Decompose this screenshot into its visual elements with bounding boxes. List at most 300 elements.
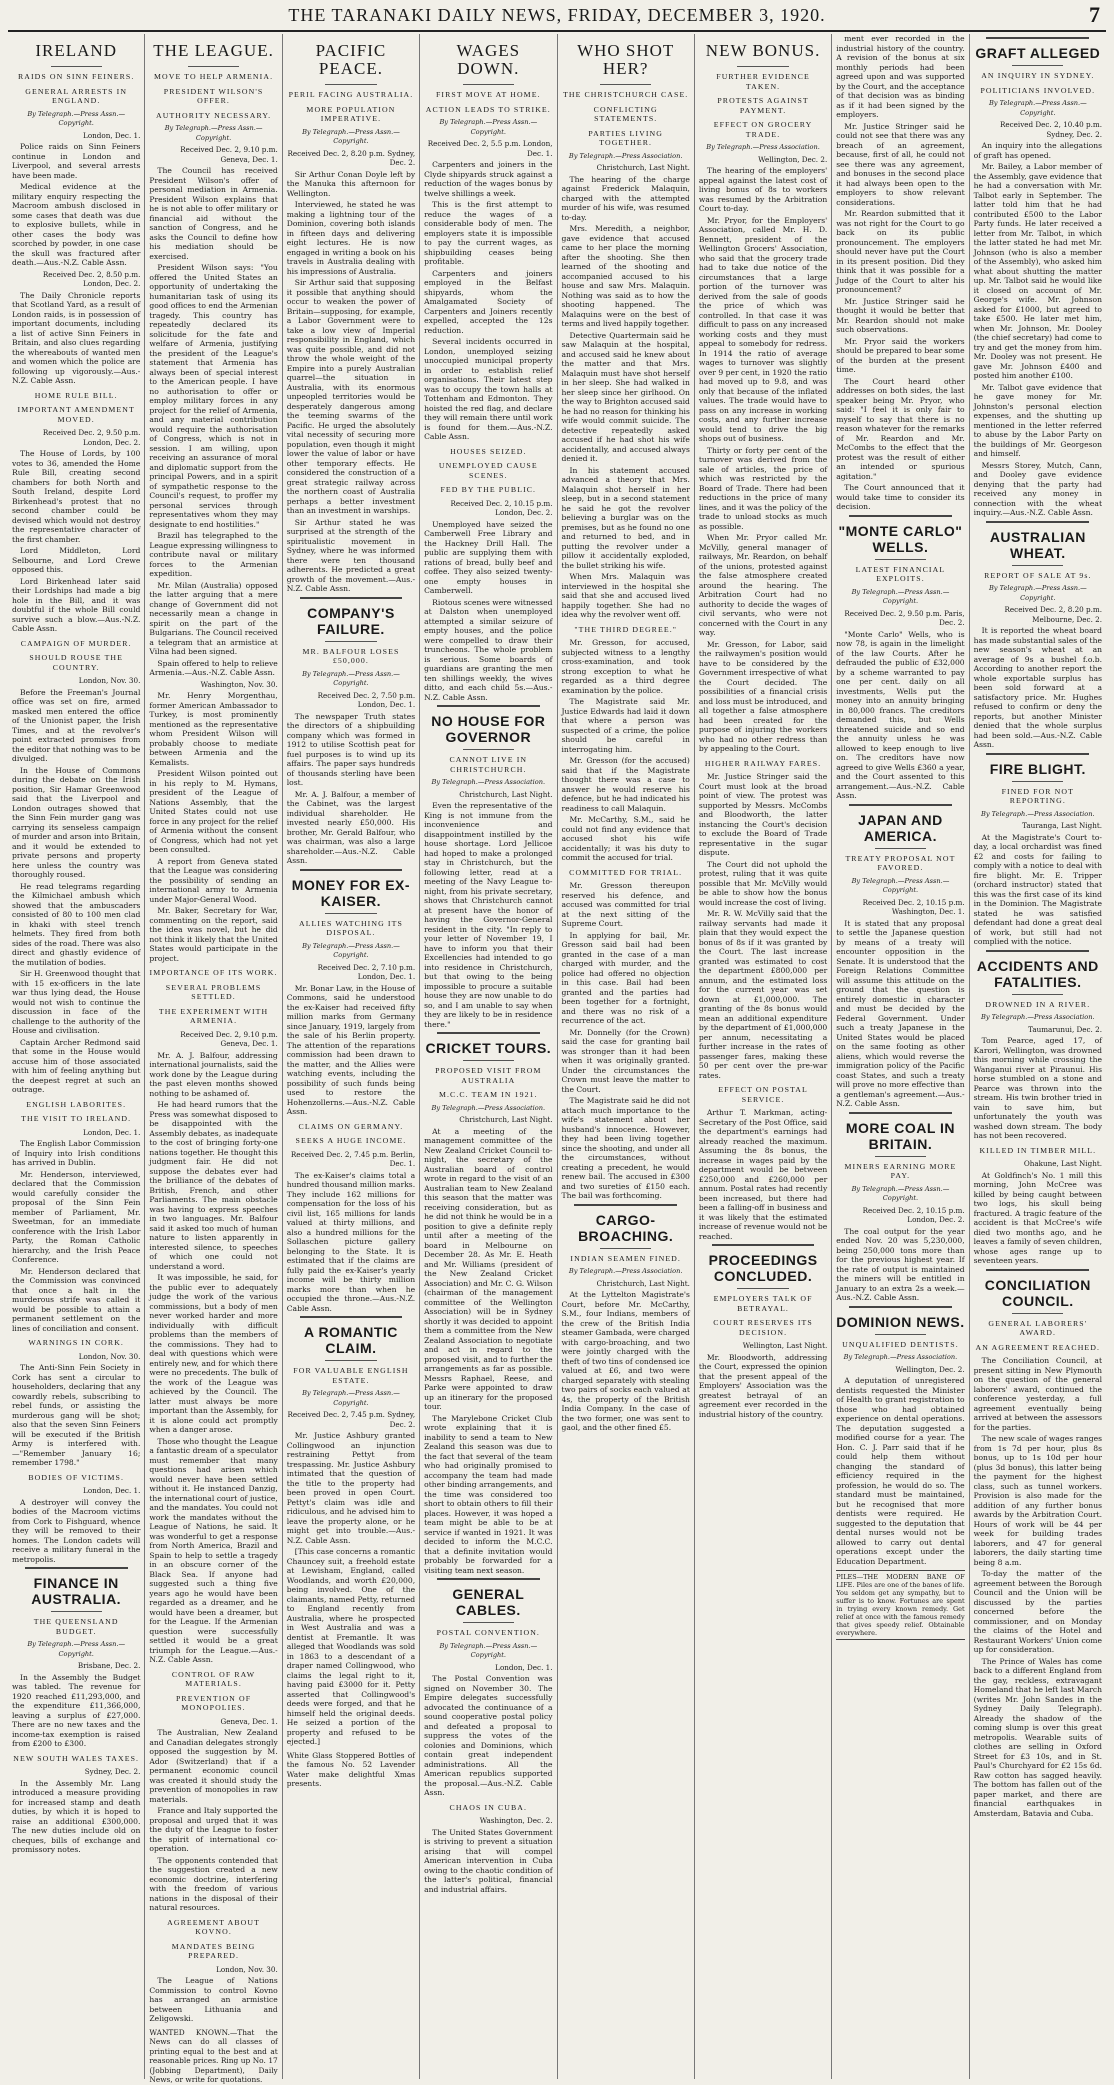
paragraph: The Magistrate said Mr. Justice Edwards had laid it down that where a person was suspected of a crime, the police should be careful in interrogating him. <box>561 697 690 754</box>
section-divider <box>437 1578 540 1580</box>
headline-rule <box>875 848 926 849</box>
section-divider <box>849 804 952 806</box>
dateline: Received Dec. 2, 7.45 p.m. Berlin, Dec. 1. <box>290 1149 416 1168</box>
subheading: AUTHORITY NECESSARY. <box>155 110 272 120</box>
paragraph: A deputation of unregistered dentists requested the Minister of Health to grant registration to those who had obtained experience on dental operations. The deputation suggested a modified course for a year. The Hon. C. J. Parr said that if he could help them without changing the standard of efficiency required in the profession, he would do so. The standard must be maintained, but he recognised that more dentists were required. He suggested to the deputation that dental nurses would not be allowed to carry out dental operations except under the Education Department. <box>836 1376 965 1566</box>
section-divider <box>300 597 403 599</box>
subheading: SEEKS A HUGE INCOME. <box>295 1136 407 1145</box>
wire-byline: By Telegraph.—Press Assn.—Copyright. <box>988 99 1087 117</box>
paragraph: The hearing of the employers' appeal against the latest cost of living bonus of 8s to workers was resumed by the Arbitration Court to-day. <box>698 166 828 213</box>
headline-rule <box>1012 565 1063 566</box>
wire-byline: By Telegraph.—Press Association. <box>843 1353 958 1361</box>
subheading: UNEMPLOYED CAUSE SCENES. <box>438 461 538 480</box>
section-headline: PACIFIC PEACE. <box>315 41 387 78</box>
dateline: Received Dec. 2, 10.15 p.m. London, Dec. 2. <box>862 1205 965 1224</box>
headline-rule <box>325 1360 376 1361</box>
masthead <box>8 0 1106 32</box>
section-divider <box>25 1567 128 1569</box>
paragraph: A destroyer will convey the bodies of the Macroom victims from Cork to Fishguard, whence they will be removed to their homes. The London cadets will receive a military funeral in the metropolis. <box>12 1497 141 1564</box>
headline-rule <box>463 749 514 750</box>
subheading: REPORT OF SALE AT 9s. <box>984 570 1092 580</box>
paragraph: Unemployed have seized the Camberwell Free Library and the Hackney Drill Hall. The public are supplying them with rations of bread, bully beef and coffee. They also seized twenty-one empty houses in Camberwell. <box>424 519 553 595</box>
dateline: Received Dec. 2, 10.40 p.m. Sydney, Dec. 2. <box>999 120 1102 139</box>
paragraph: Mr. Justice Stringer said the Court must look at the broad point of view. The protest was supported by Messrs. McCombs and Bloodworth, the latter instancing the Court's decision to exclude the Board of Trade representative in the sugar dispute. <box>698 772 828 857</box>
section-divider <box>300 869 403 871</box>
subheading: EMPLOYERS TALK OF BETRAYAL. <box>713 1294 813 1313</box>
dateline: Received Dec. 2, 7.50 p.m. London, Dec. 1. <box>317 690 416 709</box>
paragraph: Mr. Henderson, interviewed, declared that the Commission would carefully consider the proposal of the Sinn Fein member of Parliament, Mr. Sweetman, for an immediate conference with the Irish Labor Party, the Roman Catholic hierarchy, and the Irish Peace Conference. <box>12 1169 141 1264</box>
subheading: COMMITTED FOR TRIAL. <box>569 867 683 877</box>
story-headline: JAPAN AND AMERICA. <box>858 811 943 844</box>
section-headline: NEW BONUS. <box>705 41 821 60</box>
story-headline: PROCEEDINGS CONCLUDED. <box>708 1252 818 1284</box>
column-1 <box>8 34 145 2079</box>
classified-ad: White Glass Stoppered Bottles of the famous No. 52 Lavender Water make delightful Xmas presents. <box>286 1750 416 1788</box>
paragraph: At a meeting of the management committee of the New Zealand Cricket Council to-night, the secretary of the Australian board of control wrote in regard to the visit of an Australian team to New Zealand this season that the matter was receiving consideration, but as he did not think he would be in a position to give a definite reply until after a meeting of the board in Melbourne on December 28. As Mr. E. Heath and Mr. Williams (president of the New Zealand Cricket Association) and Mr. C. G. Wilson (chairman of the management committee of the Wellington Association) will be in Sydney shortly it was decided to appoint them a committee from the New Zealand Association to negotiate and act in regard to the proposed visit, and to further the arrangements as far as possible. Messrs Raphael, Reese, and Parke were appointed to draw up an itinerary for the proposed tour. <box>424 1126 553 1411</box>
paragraph: The hearing of the charge against Frederick Malaquin, charged with the attempted murder of his wife, was resumed to-day. <box>561 174 690 222</box>
subheading: THE VISIT TO IRELAND. <box>21 1114 132 1123</box>
paragraph: The ex-Kaiser's claims total a hundred thousand million marks. They include 162 millions for compensation for the loss of his civil list, 165 millions for lands valued at thirty millions, and also a hundred millions for the Sollaschen picture gallery belonging to the State. It is estimated that if the claims are fully paid the ex-Kaiser's yearly income will be thirty million marks more than when he occupied the throne.—Aus.-N.Z. Cable Assn. <box>286 1170 416 1313</box>
subheading: FED BY THE PUBLIC. <box>440 485 537 494</box>
section-headline: THE LEAGUE. <box>153 41 274 60</box>
paragraph: President Wilson says: "You offered the United States an opportunity of undertaking the humanitarian task of using its good offices to end the Armenian tragedy. This country has repeatedly declared its solicitude for the fate and welfare of Armenia, justifying the president of the League's statement that Armenia has always been of special interest to the American people. I have no authorisation to offer or employ military forces in any project for the relief of Armenia, and any material contribution would require the authorisation of Congress, which is not in session. I am willing, upon receiving an assurance of moral and diplomatic support from the principal Powers, and in a spirit of sympathetic response to the Council's request, to proffer my personal services through representatives whom they may designate to end hostilities." <box>149 263 278 529</box>
dateline: Washington, Dec. 2. <box>479 1816 553 1825</box>
dateline: Wellington, Dec. 2. <box>895 1364 965 1374</box>
paragraph: He read telegrams regarding the Kilmichael ambush which showed that the ambuscaders consisted of 80 to 100 men clad in khaki with steel trench helmets. They fired from both sides of the road. There was also direct and ghastly evidence of the mutilation of bodies. <box>12 881 141 967</box>
wire-byline: By Telegraph.—Press Assn.—Copyright. <box>851 587 950 605</box>
wire-byline: By Telegraph.—Press Assn.—Copyright. <box>439 118 538 136</box>
headline-rule <box>325 84 376 85</box>
column-4 <box>420 34 557 2079</box>
paragraph: Mr. R. W. McVilly said that the railway servants had made it plain that they would expect the bonus of 8s if it was granted by the Court. The last increase granted was estimated to cost the department £800,000 per annum, and the estimated loss for the current year was set down at £1,000,000. The granting of the 8s bonus would mean an additional expenditure by the department of £1,000,000 per annum, necessitating a further increase in the rates of passenger fares, making these 50 per cent over the pre-war rates. <box>698 909 828 1080</box>
section-divider <box>437 1032 540 1034</box>
dateline: Geneva, Dec. 1. <box>220 1716 278 1726</box>
wire-byline: By Telegraph.—Press Association. <box>568 1267 683 1275</box>
dateline: Received Dec. 2, 9.10 p.m. Geneva, Dec. 1. <box>180 145 278 164</box>
subheading: CONTROL OF RAW MATERIALS. <box>171 1669 256 1688</box>
paragraph: President Wilson pointed out in his reply to M. Hymans, president of the League of Nations Assembly, that the United States could not use force in any project for the relief of Armenia without the consent of Congress, which had not yet been consulted. <box>149 769 278 854</box>
wire-byline: By Telegraph.—Press Association. <box>706 143 820 151</box>
section-divider <box>986 950 1089 952</box>
subheading: GENERAL LABORERS' AWARD. <box>988 1318 1088 1337</box>
paragraph: The Prince of Wales has come back to a different England from the gay, reckless, extravagant Homeland that he left last March (writes Mr. John Sandes in the Sydney Daily Telegraph). Already the shadow of the coming slump is over this great metropolis. Wearable suits of clothes are selling in Oxford Street for £3 10s, and in St. Paul's Churchyard for £2 15s 6d. Raw cotton has sagged heavily. The bottom has fallen out of the paper market, and there are financial earthquakes in Amsterdam, Batavia and Cuba. <box>973 1656 1102 1818</box>
subheading: UNQUALIFIED DENTISTS. <box>842 1339 959 1349</box>
column-6 <box>695 34 832 2079</box>
news-columns <box>8 34 1106 2084</box>
dateline: Taumarunui, Dec. 2. <box>1028 1024 1102 1034</box>
paragraph: In his statement accused advanced a theory that Mrs. Malaquin shot herself in her sleep, but in a second statement he said he got the revolver believing a burglar was on the premises, but as he found no one and returned to bed, and in putting the revolver under a pillow it accidentally exploded, the bullet striking his wife. <box>561 465 690 570</box>
page-number: 7 <box>1089 2 1100 27</box>
newspaper-title: THE TARANAKI DAILY NEWS, FRIDAY, DECEMBER 3, 1920. <box>288 5 826 25</box>
subheading: AN AGREEMENT REACHED. <box>975 1342 1101 1352</box>
paragraph: Lord Birkenhead later said their Lordships had made a big hole in the Bill, and it was doubtful if the whole Bill could survive such a blow.—Aus.-N.Z. Cable Assn. <box>12 576 141 633</box>
story-headline: CARGO-BROACHING. <box>578 1211 674 1244</box>
dateline: Christchurch, Last Night. <box>459 789 553 799</box>
paragraph: Mr. Talbot gave evidence that he gave money for Mr. Johnston's personal election expenses, and the shutting up mentioned in the letter referred to abuse by the Labor Party on the buildings of Mr. Georgeson and himself. <box>973 382 1102 458</box>
subheading: PARTIES LIVING TOGETHER. <box>588 128 663 147</box>
subheading: EFFECT ON POSTAL SERVICE. <box>718 1085 808 1104</box>
paragraph: The newspaper Truth states the directors of a shipbuilding company which was formed in 1912 to utilise Scottish peat for fuel purposes is to wind up its affairs. The paper says hundreds of thousands sterling have been lost. <box>286 711 416 787</box>
section-headline: WAGES DOWN. <box>456 41 521 78</box>
subheading: ENGLISH LABORITES. <box>26 1099 127 1109</box>
subheading: MOVE TO HELP ARMENIA. <box>154 72 274 81</box>
paragraph: Several incidents occurred in London, unemployed seizing unoccupied municipal property in order to establish relief organisations. Their latest step was to occupy the town halls at Tottenham and Edmonton. They hoisted the red flag, and declare they will remain there until work is found for them.—Aus.-N.Z. Cable Assn. <box>424 337 553 441</box>
dateline: Received Dec. 2, 9.50 p.m. Paris, Dec. 2. <box>844 608 965 627</box>
subheading: POSTAL CONVENTION. <box>436 1628 540 1637</box>
headline-rule <box>737 66 788 67</box>
section-divider <box>986 37 1089 39</box>
paragraph: The Australian, New Zealand and Canadian delegates strongly opposed the suggestion by M. Ador (Switzerland) that if a permanent economic council was created it should study the prevention of monopolies in raw materials. <box>149 1728 278 1804</box>
dateline: Received Dec. 2, 10.15 p.m. Washington, Dec. 1. <box>862 897 965 916</box>
subheading: FINED FOR NOT REPORTING. <box>1001 786 1074 805</box>
subheading: EFFECT ON GROCERY TRADE. <box>713 120 813 139</box>
subheading: SEVERAL PROBLEMS SETTLED. <box>165 982 262 1001</box>
paragraph: At the Magistrate's Court to-day, a local orchardist was fined £2 and costs for failing to comply with a notice to deal with fire blight. Mr. E. Tripper (orchard instructor) stated that this was the first case of its kind in the Dominion. The Magistrate stated he was satisfied defendant had done a great deal of work, but still had not complied with the notice. <box>973 832 1102 946</box>
paragraph: When Mrs. Malaquin was interviewed in the hospital she said that she and accused lived happily together. She had no idea why the revolver went off. <box>561 572 690 619</box>
section-divider <box>849 1112 952 1114</box>
paragraph: Medical evidence at the military enquiry respecting the Macroom ambush disclosed in some cases that death was due to explosive bullets, while in other cases the body was scorched by powder, in one case the skull was fractured after death.—Aus.-N.Z. Cable Assn. <box>12 182 141 267</box>
dateline: London, Nov. 30. <box>78 1351 141 1361</box>
paragraph: Lord Middleton, Lord Selbourne, and Lord Crewe opposed this. <box>12 546 141 574</box>
paragraph: He had heard rumors that the Press was somewhat disposed to be disappointed with the Assembly debates, as inadequate to the cost of bringing forty-one nations together. He thought this judgment fair. He did not suppose the debates ever had the brilliance of the debates of British, French, and other Parliaments. The main obstacle was having to express speeches in two languages. Mr. Balfour said it asked too much of human nature to listen apparently in interested silence, to speeches of which one could not understand a word. <box>149 1100 278 1271</box>
subheading: DROWNED IN A RIVER. <box>985 999 1091 1009</box>
headline-rule <box>325 641 376 642</box>
subheading: IMPORTANCE OF ITS WORK. <box>149 968 278 977</box>
section-divider <box>300 1316 403 1318</box>
paragraph: Police raids on Sinn Feiners continue in London and Liverpool, and several arrests have been made. <box>12 142 141 180</box>
paragraph: France and Italy supported the proposal and urged that it was the duty of the League to foster the spirit of international co-operation. <box>149 1806 278 1853</box>
paragraph: Those who thought the League a fantastic dream of a speculator must remember that many questions had arisen which would never have been settled without it. He instanced Danzig, the international court of justice, and the mandates. You could not work the mandates without the League of Nations, he said. It was wonderful to get a response from North America, Brazil and Spain to help to settle a tragedy in an obscure corner of the Black Sea. If anyone had suggested such a thing five years ago he would have been regarded as a dreamer, and he would have been a dreamer, but for the League. If the Armenian question were successfully settled it would be a great triumph for the League.—Aus.-N.Z. Cable Assn. <box>149 1436 278 1664</box>
dateline: Received Dec. 2, 9.50 p.m. London, Dec. 2. <box>42 428 141 447</box>
paragraph: The coal output for the year ended Nov. 20 was 5,230,000, being 250,000 tons more than for the previous highest year. If the rate of output is maintained the miners will be entitled in January to an extra 2s a week.—Aus.-N.Z. Cable Assn. <box>836 1226 965 1302</box>
dateline: Brisbane, Dec. 2. <box>77 1661 141 1670</box>
paragraph: The League of Nations Commission to control Kovno has arranged an armistice between Lithuania and Zeligowski. <box>149 1976 278 2023</box>
subheading: FOR VALUABLE ENGLISH ESTATE. <box>293 1366 409 1385</box>
paragraph: Mr. Bailey, a Labor member of the Assembly, gave evidence that he had a conversation with Mr. Talbot early in September. The latter told him that he had contributed £500 to the Labor Party funds. He later received a letter from Mr. Talbot, in which the latter stated he had met Mr. Johnson (who is also a member of the Assembly), who asked him what about shutting the matter up. Mr. Talbot said he would like it closed on account of Mr. George's wife. Mr. Johnson asked for £1000, but agreed to take £500. He later met him, when Mr. Johnson, Mr. Dooley (the chief secretary) had come to try and get the money from him. Mr. Dooley was not present. He gave Mr. Johnson £400 and posted him another £100. <box>973 162 1102 380</box>
dateline: Sydney, Dec. 2. <box>84 1767 141 1776</box>
section-divider <box>986 753 1089 755</box>
story-headline: FINANCE IN AUSTRALIA. <box>31 1575 122 1607</box>
dateline: Received Dec. 2, 9.10 p.m. Geneva, Dec. 1. <box>180 1029 278 1048</box>
subheading: PROTESTS AGAINST PAYMENT. <box>717 96 809 115</box>
column-7 <box>832 34 969 2079</box>
dateline: Christchurch, Last Night. <box>459 1115 553 1124</box>
story-headline: NO HOUSE FOR GOVERNOR <box>431 713 546 745</box>
paragraph: In applying for bail, Mr. Gresson said bail had been granted in the case of a man charged with murder, and the police had offered no objection in this case. Bail had been granted and the parties had been together for a fortnight, and there was no risk of a recurrence of the act. <box>561 930 690 1025</box>
paragraph: Mr. Gresson thereupon reserved his defence, and accused was committed for trial at the next sitting of the Supreme Court. <box>561 881 690 928</box>
headline-rule <box>51 1611 102 1612</box>
subheading: ALLIES WATCHING ITS DISPOSAL. <box>298 918 403 937</box>
subheading: KILLED IN TIMBER MILL. <box>979 1145 1097 1155</box>
section-divider <box>849 1306 952 1308</box>
paragraph: The Conciliation Council, at present sitting in New Plymouth on the question of the general laborers' award, continued the conference yesterday, a full agreement eventually being arrived at between the assessors for the parties. <box>973 1356 1102 1432</box>
wire-byline: By Telegraph.—Press Association. <box>431 1103 546 1112</box>
paragraph: It is stated that any proposal to settle the Japanese question by means of a treaty will encounter opposition in the Senate. It is understood that the Foreign Relations Committee will assume this attitude on the ground that the question is entirely domestic in character and must be decided by the Federal Government. Under such a treaty Japanese in the United States would be placed on the same footing as other aliens, which would reverse the immigration policy of the Pacific coast States, and such a treaty will prove no more effective than a gentleman's agreement.—Aus.-N.Z. Cable Assn. <box>836 918 965 1108</box>
story-headline: COMPANY'S FAILURE. <box>307 604 395 637</box>
paragraph: Mr. Reardon submitted that it was not right for the Court to go back on its public pronouncement. The employers should never have put the Court in its present position. Did they think that it was possible for a Judge of the Court to alter his pronouncement? <box>836 209 965 294</box>
paragraph: Sir Arthur said that supposing it possible that anything should occur to weaken the power of Britain—supposing, for example, a Labor Government were to take a low view of Imperial responsibility in England, which was quite possible, and did not throw the whole weight of the Empire into a purely Australian quarrel—the situation in Australia, with its enormous unpeopled territories would be desperately dangerous among the teeming swarms of the Pacific. He urged the absolutely vital necessity of securing more population, even though it might lower the value of labor or have other temporary effects. He considered the construction of a great strategic railway across the northern coast of Australia perhaps a better investment than an investment in warships. <box>286 278 416 515</box>
subheading: PREVENTION OF MONOPOLIES. <box>175 1693 252 1712</box>
headline-rule <box>1012 781 1063 782</box>
subheading: GENERAL ARRESTS IN ENGLAND. <box>25 86 128 105</box>
paragraph: At Goldfinch's No. 1 mill this morning, John McCree was killed by being caught between two logs, his skull being fractured. A tragic feature of the accident is that McCree's wife died two months ago, and he leaves a family of seven children, whose ages range up to seventeen years. <box>973 1170 1102 1265</box>
paragraph: Mr. Bloodworth, addressing the Court, expressed the opinion that the present appeal of the Employers' Association was the greatest betrayal of an agreement ever recorded in the industrial history of the country. <box>698 1352 828 1419</box>
subheading: RAIDS ON SINN FEINERS. <box>17 72 135 81</box>
story-headline: AUSTRALIAN WHEAT. <box>989 528 1086 561</box>
paragraph: The Court did not uphold the protest, ruling that it was quite possible that Mr. McVilly would be able to show how the bonus would increase the cost of living. <box>698 859 828 907</box>
paragraph: The United States Government is striving to prevent a situation arising that will compel American intervention in Cuba owing to the chaotic condition of the latter's political, financial and industrial affairs. <box>424 1827 553 1894</box>
wire-byline: By Telegraph.—Press Association. <box>568 151 683 160</box>
dateline: Ohakune, Last Night. <box>1023 1159 1102 1168</box>
dateline: Tauranga, Last Night. <box>1022 821 1102 830</box>
dateline: Received Dec. 2, 5.5 p.m. London, Dec. 1. <box>427 139 553 158</box>
subheading: WARNINGS IN CORK. <box>28 1338 124 1347</box>
story-headline: ACCIDENTS AND FATALITIES. <box>976 957 1099 990</box>
paragraph: The opponents contended that the suggestion created a new economic doctrine, interfering with the freedom of various nations in the disposal of their natural resources. <box>149 1855 278 1912</box>
headline-rule <box>875 559 926 560</box>
paragraph: Mr. Gresson, for Labor, said the railwaymen's position would have to be considered by the Government irrespective of what the Court decided. The possibilities of a financial crisis and loss must be introduced, and all together a false atmosphere had been created for the purpose of injuring the workers who had no other redress than by appealing to the Court. <box>698 639 828 753</box>
dateline: Wellington, Last Night. <box>742 1341 828 1350</box>
wire-byline: By Telegraph.—Press Association. <box>981 1013 1095 1021</box>
subheading: MANDATES BEING PREPARED. <box>171 1941 256 1960</box>
paragraph: Mr. Baker, Secretary for War, commenting on the report, said the idea was novel, but he did not think it likely that the United States would participate in the project. <box>149 906 278 963</box>
paragraph: The English Labor Commission of Inquiry into Irish conditions has arrived in Dublin. <box>12 1139 141 1167</box>
section-headline: WHO SHOT HER? <box>577 41 675 78</box>
paragraph: Spain offered to help to relieve Armenia.—Aus.-N.Z. Cable Assn. <box>149 658 278 677</box>
column-5 <box>558 34 695 2079</box>
subheading: CONFLICTING STATEMENTS. <box>593 104 658 123</box>
subheading: AN INQUIRY IN SYDNEY. <box>981 71 1095 80</box>
wire-byline: By Telegraph.—Press Assn.—Copyright. <box>302 669 400 687</box>
column-2 <box>145 34 282 2084</box>
dateline: Received Dec. 2, 10.15 p.m. London, Dec. 2. <box>450 498 553 517</box>
section-divider <box>712 1244 815 1246</box>
paragraph: The House of Lords, by 100 votes to 36, amended the Home Rule Bill, creating second chambers for both North and South Ireland, despite Lord Birkenhead's protest that no second chamber could be devised which would not destroy the representative character of the first chamber. <box>12 449 141 544</box>
paragraph: At the Lyttelton Magistrate's Court, before Mr. McCarthy, S.M., four Indians, members of the crew of the British India steamer Gambada, were charged with cargo-broaching, and two were jointly charged with the theft of two tins of condensed ice valued at £6, and two were charged separately with stealing two pairs of socks each valued at 4s, the property of the British India Company. In the case of the two former, one was sent to gaol, and the other fined £5. <box>561 1290 690 1432</box>
paragraph: An inquiry into the allegations of graft has opened. <box>973 141 1102 160</box>
paragraph: Mr. Justice Ashbury granted Collingwood an injunction restraining Pettyt from trespassing. Mr. Justice Ashbury intimated that the question of the title to the property had been proved in open Court. Pettyt's claim was idle and ridiculous, and he advised him to leave the property alone, or he might get into trouble.—Aus.-N.Z. Cable Assn. <box>286 1431 416 1545</box>
story-headline: GRAFT ALLEGED <box>975 45 1101 61</box>
wire-byline: By Telegraph.—Press Assn.—Copyright. <box>988 584 1087 602</box>
subheading: LATEST FINANCIAL EXPLOITS. <box>855 564 946 583</box>
paragraph: A report from Geneva stated that the League was considering the possibility of sending an international army to Armenia under Major-General Wood. <box>149 856 278 904</box>
paragraph: This is the first attempt to reduce the wages of a considerable body of men. The employers state it is impossible to pay the current wages, as shipbuilding ceases being profitable. <box>424 200 553 266</box>
paragraph: The Magistrate said he did not attach much importance to the wife's statement about her husband's innocence. However, they had been living together since the shooting, and under all the circumstances, without creating a precedent, he would renew bail. The accused in £300 and two sureties of £150 each. The bail was forthcoming. <box>561 1096 690 1200</box>
paragraph: Captain Archer Redmond said that some in the House would accuse him of those associated with him of feeling anything but the deepest regret at such an outrage. <box>12 1037 141 1094</box>
paragraph: Mr. Gresson (for the accused) said that if the Magistrate thought there was a case to answer he would reserve his defence, but he had indicated his readiness to call Malaquin. <box>561 756 690 813</box>
dateline: Washington, Nov. 30. <box>200 679 278 689</box>
paragraph: In the House of Commons during the debate on the Irish position, Sir Hamar Greenwood said that the Liverpool and London outrages showed that the Sinn Fein murder gang was carrying its senseless campaign of murder and arson into Britain, and it would be extended to private persons and property here unless the country was thoroughly roused. <box>12 765 141 879</box>
paragraph: Before the Freeman's Journal office was set on fire, armed masked men entered the office of the Unionist paper, the Irish Times, and at the revolver's point extracted promises from the editor that nothing was to be divulged. <box>12 687 141 763</box>
wire-byline: By Telegraph.—Press Association. <box>431 778 546 786</box>
paragraph: When Mr. Pryor called Mr. McVilly, general manager of railways, Mr. Reardon, on behalf of the unions, protested against the false atmosphere created around the hearing. The Arbitration Court had no authority to decide the wages of civil servants, who were not concerned with the Court in any way. <box>698 533 828 637</box>
paragraph: Arthur T. Markman, acting-Secretary of the Post Office, said the department's earnings had already reached the maximum. Assuming the 8s bonus, the increase in wages paid by the department would be between £250,000 and £260,000 per annum. Postal rates had recently been increased, but there had been a falling-off in business and it was likely that the estimated increase of revenue would not be reached. <box>698 1108 828 1241</box>
story-headline: FIRE BLIGHT. <box>989 760 1086 777</box>
subheading: HOME RULE BILL. <box>34 390 118 400</box>
advertisement: PILES—THE MODERN BANE OF LIFE. Piles are one of the banes of life. You seldom get any sympathy, but to suffer is to know. Fortunes are spent in trying every known remedy. Get relief at once with the famous remedy that gives speedy relief. Obtainable everywhere. <box>836 1570 964 1640</box>
paragraph: Sir Arthur Conan Doyle left by the Manuka this afternoon for Wellington. <box>286 169 416 198</box>
headline-rule <box>463 1622 514 1623</box>
paragraph: Mr. Donnelly (for the Crown) said the case for granting bail was stronger than it had been when it was originally granted. Under the circumstances the Crown must leave the matter to the Court. <box>561 1027 690 1094</box>
headline-rule <box>463 84 514 85</box>
paragraph: Thirty or forty per cent of the turnover was derived from the sale of articles, the price of which was restricted by the Board of Trade. There had been reductions in the price of many lines, and it was the policy of the trade to unload stocks as much as possible. <box>698 445 828 531</box>
paragraph: The Court heard other addresses on both sides, the last speaker being Mr. Pryor, who said: "I feel it is only fair to myself to say that there is no reason whatever for the remarks of Mr. Reardon and Mr. McCombs to the effect that the protest was the result of either an intended or spurious agitation." <box>836 376 965 481</box>
paragraph: Sir Arthur stated he was surprised at the strength of the spiritualistic movement in Sydney, where he was informed there were ten thousand adherents. He predicted a great growth of the movement.—Aus.-N.Z. Cable Assn. <box>286 517 416 593</box>
headline-rule <box>325 913 376 914</box>
headline-rule <box>1012 1313 1063 1314</box>
wire-byline: By Telegraph.—Press Assn.—Copyright. <box>164 124 263 142</box>
story-headline: DOMINION NEWS. <box>836 1313 965 1330</box>
story-headline: GENERAL CABLES. <box>452 1586 525 1618</box>
wire-byline: By Telegraph.—Press Assn.—Copyright. <box>27 109 126 127</box>
paragraph: The Daily Chronicle reports that Scotland Yard, as a result of London raids, is in possession of important documents, including a list of active Sinn Feiners in Britain, and also clues regarding the whereabouts of wanted men and women which the police are following up vigorously.—Aus.-N.Z. Cable Assn. <box>12 290 141 385</box>
subheading: INDIAN SEAMEN FINED. <box>570 1253 681 1263</box>
paragraph: Messrs Storey, Mutch, Cann, and Dooley gave evidence denying that the party had received any money in connection with the wheat inquiry.—Aus.-N.Z. Cable Assn. <box>973 460 1102 517</box>
headline-rule <box>875 1334 926 1335</box>
wire-byline: By Telegraph.—Press Assn.—Copyright. <box>302 127 400 145</box>
paragraph: It was impossible, he said, for the public ever to adequately judge the work of the various commissions, but a body of men never worked harder and more individually with difficult problems than the members of the commissions. They had to deal with questions which were entirely new, and for which there were no precedents. The bulk of the work of the League was achieved by the Council. The latter must always be more important than the Assembly, for it is alone could act promptly when a danger arose. <box>149 1273 278 1434</box>
section-divider <box>574 1204 677 1206</box>
wire-byline: By Telegraph.—Press Assn.—Copyright. <box>302 941 400 959</box>
paragraph: Mr. Justice Stringer said he could not see that there was any breach of an agreement, because, first of all, he could not see there was any agreement, and bonuses in the second place it had always been open to the employers to show relevant considerations. <box>836 121 965 207</box>
paragraph: In the Assembly Mr. Lang introduced a measure providing for increased stamp and death duties, by which it is hoped to raise an additional £300,000. The new duties include old on cheques, bills of exchange and promissory notes. <box>12 1778 141 1854</box>
paragraph: Mr. Pryor, for the Employers' Association, called Mr. H. D. Bennett, president of the Wellington Grocers' Association, who said that the grocery trade had to take due notice of the circumstances that a large portion of the turnover was derived from the sale of goods the price of which was controlled. In that case it was difficult to pass on any increased working costs and they must appeal to somebody for redress. In 1914 the ratio of average wages to turnover was slightly over 9 per cent, in 1920 the ratio had moved up to 9.8, and was only that because of the inflated values. The trade would have to pass on any increase in working costs, and any further increase would tend to drive the big shops out of business. <box>698 215 828 443</box>
paragraph: Carpenters and joiners in the Clyde shipyards struck against a reduction of the wages bonus by twelve shillings a week. <box>424 160 553 198</box>
wire-byline: By Telegraph.—Press Association. <box>981 809 1095 818</box>
story-headline: MORE COAL IN BRITAIN. <box>845 1119 956 1152</box>
paragraph: Interviewed, he stated he was making a lightning tour of the Dominion, covering both islands in fifteen days and delivering eight lectures. He is now engaged in writing a book on his travels in Australia dealing with his impressions of Australia. <box>286 200 416 276</box>
wire-byline: By Telegraph.—Press Assn.—Copyright. <box>851 876 950 894</box>
paragraph: To-day the matter of the agreement between the Borough Council and the Union will be discussed by the parties concerned before the commissioner, and on Monday the claims of the Hotel and Restaurant Workers' Union come up for consideration. <box>973 1569 1102 1654</box>
headline-rule <box>1012 994 1063 995</box>
subheading: NEW SOUTH WALES TAXES. <box>13 1753 140 1763</box>
subheading: BODIES OF VICTIMS. <box>28 1472 125 1482</box>
headline-rule <box>463 1060 514 1061</box>
subheading: THE QUEENSLAND BUDGET. <box>33 1617 119 1636</box>
paragraph: Brazil has telegraphed to the League expressing willingness to contribute naval or military forces to the Armenian expedition. <box>149 531 278 578</box>
wire-byline: By Telegraph.—Press Assn.—Copyright. <box>302 1389 400 1407</box>
subheading: AGREEMENT ABOUT KOVNO. <box>167 1917 260 1936</box>
headline-rule <box>51 66 102 67</box>
dateline: Christchurch, Last Night. <box>596 163 690 172</box>
paragraph: The new scale of wages ranges from 1s 7d per hour, plus 8s bonus, up to 1s 10d per hour (plus 3d bonus), this latter being the payment for the highest class, such as tunnel workers. Provision is also made for the addition of any further bonus awards by the Arbitration Court. Hours of work will be 44 per week for building trades laborers, and 47 for general laborers, the daily starting time being 8 a.m. <box>973 1434 1102 1567</box>
subheading: SHOULD ROUSE THE COUNTRY. <box>29 653 124 672</box>
subheading: CAMPAIGN OF MURDER. <box>20 638 132 648</box>
subheading: FURTHER EVIDENCE TAKEN. <box>716 72 810 91</box>
headline-rule <box>600 84 651 85</box>
paragraph: Mr. Justice Stringer said he thought it would be better that Mr. Reardon should not make such observations. <box>836 296 965 334</box>
story-headline: CRICKET TOURS. <box>425 1040 552 1056</box>
subheading: HOUSES SEIZED. <box>450 446 527 456</box>
paragraph: The Court announced that it would take time to consider its decision. <box>836 483 965 511</box>
paragraph: Mr. Milan (Australia) opposed the latter arguing that a mere change of Government did not necessarily mean a change in spirit on the part of the Bulgarians. The Council received a telegram that an armistice at Vilna had been signed. <box>149 580 278 656</box>
paragraph: It is reported the wheat board has made substantial sales of the new season's wheat at an average of 9s a bushel f.o.b. According to another report the whole exportable surplus has been sold forward at a satisfactory price. Mr. Hughes refused to confirm or deny the reports, but another Minister denied that the whole surplus had been sold.—Aus.-N.Z. Cable Assn. <box>973 626 1102 749</box>
section-divider <box>849 515 952 517</box>
paragraph: Sir H. Greenwood thought that with 15 ex-officers in the late war thus lying dead, the House would not wish to continue the discussion in face of the challenge to the authority of the House and civilisation. <box>12 969 141 1035</box>
wire-byline: By Telegraph.—Press Assn.—Copyright. <box>439 1641 538 1659</box>
paragraph: Mr. A. J. Balfour, a member of the Cabinet, was the largest individual shareholder. He invested nearly £50,000. His brother, Mr. Gerald Balfour, who was chairman, was also a large shareholder.—Aus.-N.Z. Cable Assn. <box>286 789 416 865</box>
paragraph: Carpenters and joiners employed in the Belfast shipyards, whom the Amalgamated Society of Carpenters and Joiners recently expelled, accepted the 12s reduction. <box>424 268 553 335</box>
paragraph: Tom Pearce, aged 17, of Karori, Wellington, was drowned this morning while crossing the Wanganui river at Piraunui. His horse stumbled on a stone and Pearce was thrown into the stream. His twin brother tried in vain to save him, but unfortunately the youth was washed down stream. The body has not been recovered. <box>973 1036 1102 1140</box>
dateline: London, Nov. 30. <box>78 676 141 685</box>
dateline: Received Dec. 2, 7.45 p.m. Sydney, Dec. 2. <box>287 1410 416 1429</box>
wire-byline: By Telegraph.—Press Assn.—Copyright. <box>851 1184 950 1202</box>
paragraph: Mr. Henderson declared that the Commission was convinced that once a halt in the murderous strife was called it would be possible to attain a permanent settlement on the lines of conciliation and consent. <box>12 1266 141 1333</box>
paragraph: "Monte Carlo" Wells, who is now 78, is again in the limelight of the law Courts. After he defrauded the public of £32,000 by a scheme warranted to pay one per cent. daily on all investments, Wells put the money into an annuity bringing in 80,000 francs. The creditors demanded this, but Wells threatened suicide and so end the annuity unless he was allowed to keep enough to live on. The creditors have now agreed to give Wells £360 a year, and the Court assented to this arrangement.—Aus.-N.Z. Cable Assn. <box>836 629 965 800</box>
dateline: London, Dec. 1. <box>83 130 141 140</box>
subheading: MR. BALFOUR LOSES £50,000. <box>302 646 400 665</box>
story-headline: "MONTE CARLO" WELLS. <box>838 522 963 555</box>
dateline: Received Dec. 2, 8.50 p.m. London, Dec. 2. <box>42 269 141 288</box>
dateline: Received Dec. 2, 8.20 p.m. Sydney, Dec. 2. <box>287 148 416 167</box>
dateline: Received Dec. 2, 7.10 p.m. London, Dec. 1. <box>317 962 416 981</box>
paragraph: [This case concerns a romantic Chauncey suit, a freehold estate at Lewisham, England, called Woodlands, and worth £20,000, being involved. One of the claimants, named Petty, returned to England recently from Australia, where he prospected in West Australia and was a dentist at Fremantle. It was alleged that Woodlands was sold in 1863 to a descendant of a draper named Collingwood, who claims the legal right to it, having paid £3000 for it. Petty asserted that Collingwood's deeds were forged, and that he himself held the original deeds. He seized a portion of the property and refused to be ejected.] <box>286 1547 416 1746</box>
column-8 <box>970 34 1106 2079</box>
subheading: MORE POPULATION IMPERATIVE. <box>306 104 396 123</box>
dateline: London, Dec. 1. <box>495 1662 553 1672</box>
paragraph: The Marylebone Cricket Club wrote explaining that it is inability to send a team to New Zealand this season was due to the fact that several of the team who had originally promised to accompany the team had made other binding arrangements, and the time was considered too short to obtain others to fill their places. However, it was hoped a team might be able to be at service if wanted in 1921. It was decided to inform the M.C.C. that a definite invitation would probably be forwarded for a visiting team next season. <box>424 1413 553 1575</box>
subheading: POLITICIANS INVOLVED. <box>980 85 1096 95</box>
headline-rule <box>737 1288 788 1289</box>
section-divider <box>437 705 540 707</box>
paragraph: Detective Quartermain said he saw Malaquin at the hospital, and accused said he knew about the matter and that Mrs. Malaquin must have shot herself in her sleep. She had walked in her sleep since her girlhood. On the way to Brighton accused said he had no reason for thinking his wife would commit suicide. The detective repeatedly asked accused if he had shot his wife accidentally, and accused always denied it. <box>561 330 690 463</box>
subheading: "THE THIRD DEGREE." <box>574 624 678 634</box>
paragraph: The Council has received President Wilson's offer of personal mediation in Armenia. President Wilson explains that he is not able to offer military or financial aid without the sanction of Congress, and he asks the Council to define how his mediation should be exercised. <box>149 166 278 261</box>
classified-ad: WANTED KNOWN.—That the News can do all classes of printing equal to the best and at reasonable prices. Ring up No. 17 (Jobbing Department), Daily News, or write for quotations. <box>149 2027 278 2084</box>
paragraph: Mrs. Meredith, a neighbor, gave evidence that accused came to her place the morning after the shooting. She then learned of the shooting and accompanied accused to his house and saw Mrs. Malaquin. Nothing was said as to how the shooting happened. The Malaquins were on the best of terms and lived happily together. <box>561 224 690 328</box>
subheading: HIGHER RAILWAY FARES. <box>704 758 822 768</box>
subheading: M.C.C. TEAM IN 1921. <box>438 1090 538 1099</box>
subheading: CHAOS IN CUBA. <box>449 1802 528 1812</box>
headline-rule <box>875 1156 926 1157</box>
paragraph: ment ever recorded in the industrial history of the country. A revision of the bonus at six monthly periods had been agreed upon and was supported by the Court, and the acceptance of that decision was as binding as if it had been signed by the employers. <box>836 34 965 119</box>
story-headline: CONCILIATION COUNCIL. <box>984 1276 1091 1309</box>
paragraph: Mr. Henry Morgenthau, former American Ambassador to Turkey, is most prominently mentioned as the representative whom President Wilson will probably choose to mediate between Armenia and the Kemalists. <box>149 691 278 767</box>
subheading: PROPOSED VISIT FROM AUSTRALIA <box>435 1066 542 1085</box>
paragraph: Mr. McCarthy, S.M., said he could not find any evidence that accused shot his wife accidentally; it was his duty to commit the accused for trial. <box>561 815 690 862</box>
dateline: London, Dec. 1. <box>83 1486 141 1495</box>
paragraph: In the Assembly the Budget was tabled. The revenue for 1920 reached £11,293,000, and the expenditure £11,366,000, leaving a surplus of £27,000. There are no new taxes and the income-tax exemption is raised from £200 to £300. <box>12 1672 141 1748</box>
story-headline: MONEY FOR EX-KAISER. <box>291 876 411 909</box>
dateline: Wellington, Dec. 2. <box>758 154 828 164</box>
section-divider <box>986 521 1089 523</box>
paragraph: Mr. A. J. Balfour, addressing international journalists, said the work done by the League during the past eleven months showed nothing to be ashamed of. <box>149 1050 278 1098</box>
headline-rule <box>600 1248 651 1249</box>
paragraph: Riotous scenes were witnessed at Dalston when unemployed attempted a similar seizure of empty houses, and the police were compelled to draw their truncheons. The whole problem is serious. Some boards of guardians are granting the men ten shillings weekly, the wives ditto, and each child 5s.—Aus.-N.Z. Cable Assn. <box>424 597 553 702</box>
dateline: Received Dec. 2, 8.20 p.m. Melbourne, Dec. 2. <box>1004 605 1102 624</box>
dateline: Christchurch, Last Night. <box>596 1278 690 1288</box>
subheading: ACTION LEADS TO STRIKE. <box>425 104 551 114</box>
wire-byline: By Telegraph.—Press Assn.—Copyright. <box>27 1640 126 1658</box>
paragraph: Mr. Bonar Law, in the House of Commons, said he understood the ex-Kaiser had received fifty million marks from Germany since January, 1919, largely from the sale of his Berlin property. The attention of the reparations commission had been drawn to the matter, and the Allies were watching events, including the possibility of such funds being used to restore the Hohenzollerns.—Aus.-N.Z. Cable Assn. <box>286 983 416 1116</box>
headline-rule <box>1012 65 1063 66</box>
subheading: CLAIMS ON GERMANY. <box>298 1121 404 1131</box>
subheading: IMPORTANT AMENDMENT MOVED. <box>17 405 135 424</box>
story-headline: A ROMANTIC CLAIM. <box>303 1324 398 1356</box>
subheading: TREATY PROPOSAL NOT FAVORED. <box>845 853 956 872</box>
subheading: PERIL FACING AUSTRALIA. <box>288 90 414 99</box>
section-headline: IRELAND <box>35 41 117 60</box>
paragraph: Even the representative of the King is not immune from the inconvenience and disappointment instilled by the house shortage. Lord Jellicoe had hoped to make a prolonged stay in Christchurch, but the following letter, read at a meeting of the Navy League to-night, from his private secretary, shows that Christchurch cannot at present have the honor of having the Governor-General resident in the city. "In reply to your letter of November 19, I have to inform you that their Excellencies had intended to go into residence in Christchurch, but that owing to the being impossible to procure a suitable house they are now unable to do so, and I am unable to say when they are likely to be in residence there." <box>424 801 553 1029</box>
subheading: THE EXPERIMENT WITH ARMENIA. <box>158 1006 269 1025</box>
subheading: MINERS EARNING MORE PAY. <box>844 1161 957 1180</box>
subheading: PRESIDENT WILSON'S OFFER. <box>163 86 264 105</box>
subheading: COURT RESERVES ITS DECISION. <box>713 1318 813 1337</box>
paragraph: Mr. Gresson, for accused, subjected witness to a lengthy cross-examination, and took strong exception to what he regarded as a third degree examination by the police. <box>561 638 690 695</box>
subheading: THE CHRISTCHURCH CASE. <box>563 90 689 99</box>
paragraph: The Postal Convention was signed on November 30. The Empire delegates successfully advocated the continuance of a sound cooperative postal policy and defeated a proposal to suppress the votes of the colonies and Dominions, which contain great independent administrations. All the American republics supported the proposal.—Aus.-N.Z. Cable Assn. <box>424 1674 553 1797</box>
subheading: CANNOT LIVE IN CHRISTCHURCH. <box>449 755 528 774</box>
